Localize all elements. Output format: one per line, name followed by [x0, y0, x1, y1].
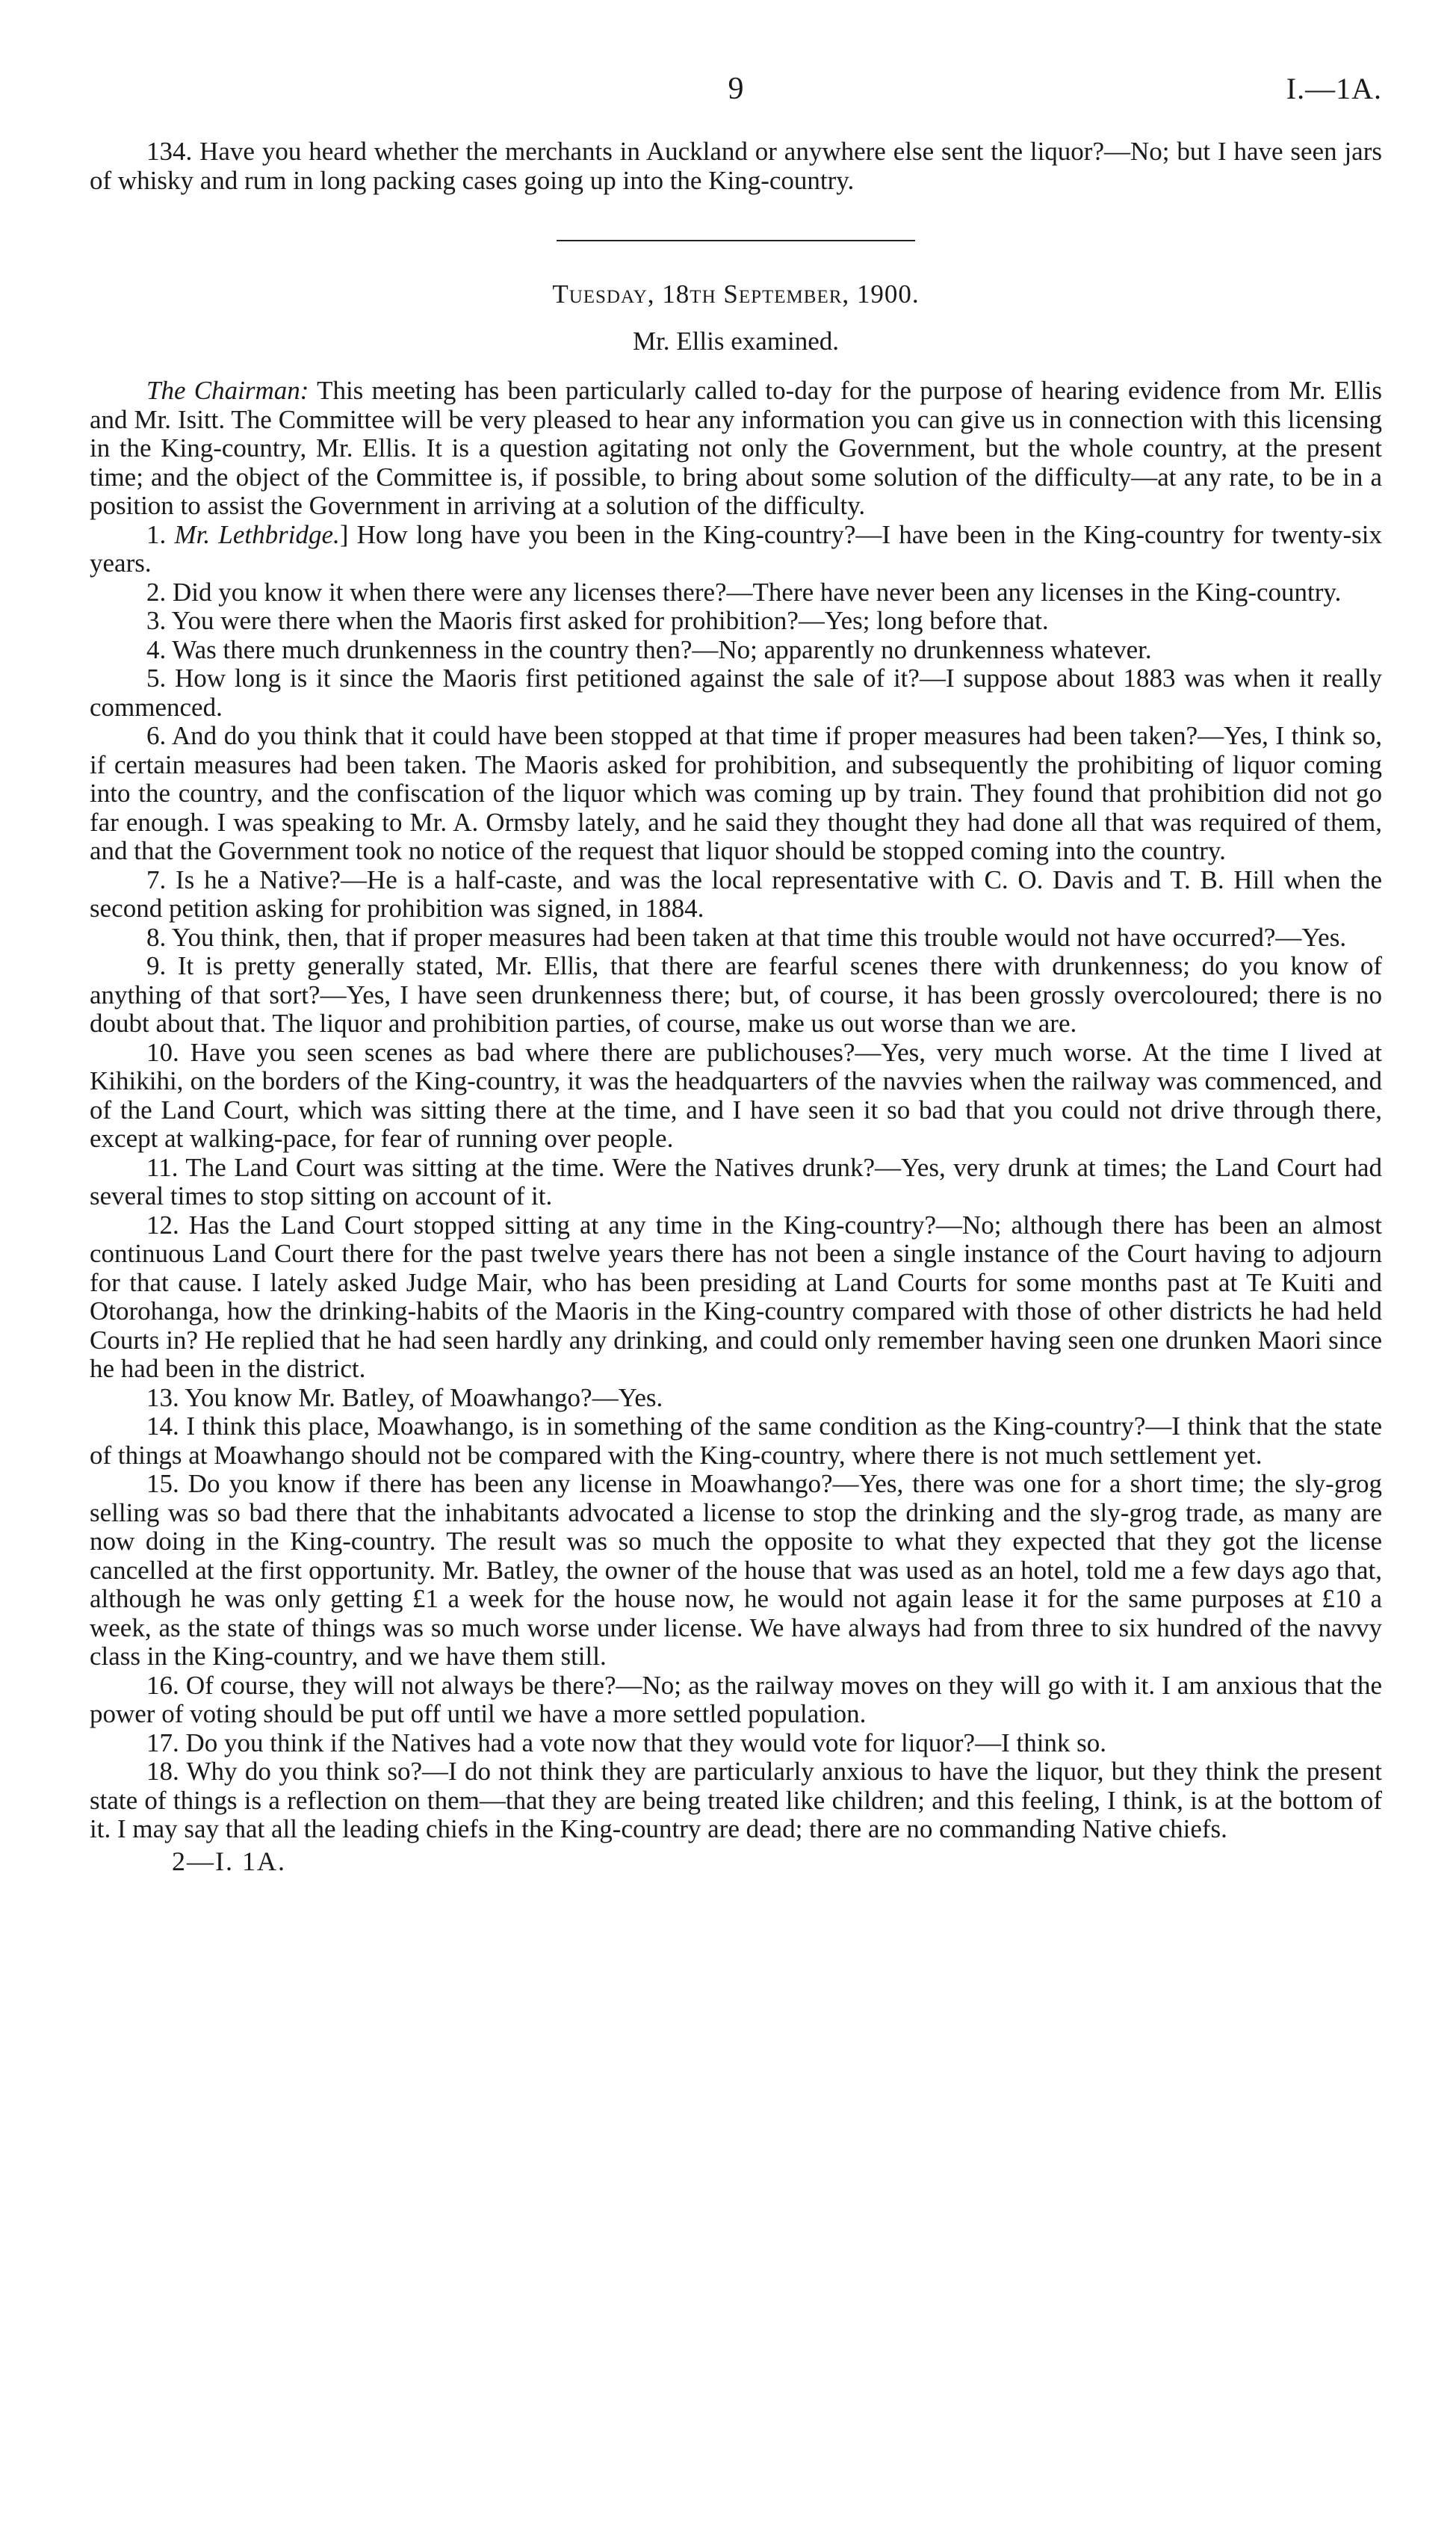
- question-8: 8. You think, then, that if proper measures had been taken at that time this trouble would not have occurred?—Yes.: [146, 922, 1347, 952]
- question-15: 15. Do you know if there has been any license in Moawhango?—Yes, there was one for a short time; the sly-grog selling was so bad there that the inhabitants advocated a license to stop the drinking and the sly-grog trade, as many are now doing in the King-country. The result was so much the opposite to what they expected that they got the license cancelled at the first opportunity. Mr. Batley, the owner of the house that was used as an hotel, told me a few days ago that, although he was only getting £1 a week for the house now, he would not again lease it for the same purposes at £10 a week, as the state of things was so much worse under license. We have always had from three to six hundred of the navvy class in the King-country, and we have them still.: [90, 1469, 1382, 1671]
- section-divider: [557, 240, 915, 241]
- chairman-text: This meeting has been particularly called to-day for the purpose of hearing evidence from Mr. Ellis and Mr. Isitt. The Committee will be very pleased to hear any information you can give us in connection with this licensing in the King-country, Mr. Ellis. It is a question agitating not only the Government, but the whole country, at the present time; and the object of the Committee is, if possible, to bring about some solution of the difficulty—at any rate, to be in a position to assist the Government in arriving at a solution of the difficulty.: [90, 376, 1382, 520]
- question-14: 14. I think this place, Moawhango, is in something of the same condition as the King-country?—I think that the state of things at Moawhango should not be compared with the King-country, where there is not much settlement yet.: [90, 1411, 1382, 1470]
- page-number: 9: [728, 72, 744, 106]
- question-3: 3. You were there when the Maoris first asked for prohibition?—Yes; long before that.: [146, 606, 1049, 635]
- page-header: [90, 72, 1382, 120]
- question-6: 6. And do you think that it could have been stopped at that time if proper measures had been taken?—Yes, I think so, if certain measures had been taken. The Maoris asked for prohibition, and subsequently the prohibiting of liquor coming into the country, and the confiscation of the liquor which was coming up by train. They found that prohibition did not go far enough. I was speaking to Mr. A. Ormsby lately, and he said they thought they had done all that was required of them, and that the Government took no notice of the request that liquor should be stopped coming into the country.: [90, 721, 1382, 865]
- document-reference: I.—1A.: [1286, 72, 1382, 105]
- question-12: 12. Has the Land Court stopped sitting at any time in the King-country?—No; although there has been an almost continuous Land Court there for the past twelve years there has not been a single instance of the Court having to adjourn for that cause. I lately asked Judge Mair, who has been presiding at Land Courts for some months past at Te Kuiti and Otorohanga, how the drinking-habits of the Maoris in the King-country compared with those of other districts he had held Courts in? He replied that he had seen hardly any drinking, and could only remember having seen one drunken Maori since he had been in the district.: [90, 1210, 1382, 1383]
- question-13: 13. You know Mr. Batley, of Moawhango?—Yes.: [146, 1382, 663, 1412]
- question-16: 16. Of course, they will not always be there?—No; as the railway moves on they will go with it. I am anxious that the power of voting should be put off until we have a more settled population.: [90, 1670, 1382, 1728]
- session-date: Tuesday, 18th September, 1900.: [552, 279, 920, 309]
- intro-question: 134. Have you heard whether the merchants in Auckland or anywhere else sent the liquor?—No; but I have seen jars of whisky and rum in long packing cases going up into the King-country.: [90, 137, 1382, 195]
- printer-signature: 2—I. 1A.: [172, 1846, 286, 1876]
- question-7: 7. Is he a Native?—He is a half-caste, and was the local representative with C. O. Davis and T. B. Hill when the second petition asking for prohibition was signed, in 1884.: [90, 865, 1382, 923]
- question-18: 18. Why do you think so?—I do not think they are particularly anxious to have the liquor, but they think the present state of things is a reflection on them—that they are being treated like children; and this feeling, I think, is at the bottom of it. I may say that all the leading chiefs in the King-country are dead; there are no commanding Native chiefs.: [90, 1757, 1382, 1843]
- question-1: [90, 521, 1382, 578]
- question-1-number: 1.: [146, 519, 167, 549]
- document-page: [90, 72, 1383, 1876]
- question-2: 2. Did you know it when there were any licenses there?—There have never been any licenses in the King-country.: [146, 577, 1342, 607]
- question-1-text: ] How long have you been in the King-country?—I have been in the King-country for twenty-six years.: [90, 519, 1383, 578]
- question-10: 10. Have you seen scenes as bad where there are publichouses?—Yes, very much worse. At the time I lived at Kihikihi, on the borders of the King-country, it was the headquarters of the navvies when the railway was commenced, and of the Land Court, which was sitting there at the time, and I have seen it so bad that you could not drive through there, except at walking-pace, for fear of running over people.: [90, 1037, 1382, 1153]
- question-5: 5. How long is it since the Maoris first petitioned against the sale of it?—I suppose about 1883 was when it really commenced.: [90, 664, 1382, 722]
- chairman-statement: [90, 377, 1382, 521]
- witness-title: Mr. Ellis examined.: [632, 326, 840, 356]
- question-4: 4. Was there much drunkenness in the country then?—No; apparently no drunkenness whatever.: [146, 634, 1152, 664]
- question-17: 17. Do you think if the Natives had a vote now that they would vote for liquor?—I think so.: [146, 1728, 1107, 1757]
- chairman-label: The Chairman:: [146, 376, 309, 405]
- question-11: 11. The Land Court was sitting at the time. Were the Natives drunk?—Yes, very drunk at times; the Land Court had several times to stop sitting on account of it.: [90, 1152, 1382, 1210]
- question-1-speaker: Mr. Lethbridge.: [174, 519, 340, 549]
- question-9: 9. It is pretty generally stated, Mr. Ellis, that there are fearful scenes there with drunkenness; do you know of anything of that sort?—Yes, I have seen drunkenness there; but, of course, it has been grossly overcoloured; there is no doubt about that. The liquor and prohibition parties, of course, make us out worse than we are.: [90, 951, 1382, 1038]
